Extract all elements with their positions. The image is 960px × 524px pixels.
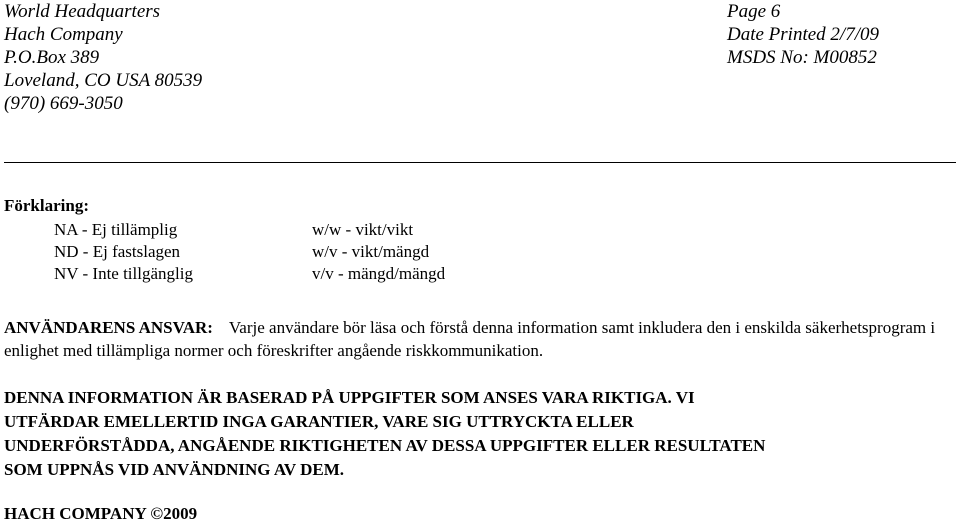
disclaimer-line: UTFÄRDAR EMELLERTID INGA GARANTIER, VARE SIG UTTRYCKTA ELLER: [4, 412, 634, 431]
legend-item: w/w - vikt/vikt: [312, 220, 414, 239]
legend-item: NA - Ej tillämplig: [54, 220, 178, 239]
address-line: P.O.Box 389: [4, 47, 100, 68]
legend-item: w/v - vikt/mängd: [312, 242, 430, 261]
disclaimer-line: SOM UPPNÅS VID ANVÄNDNING AV DEM.: [4, 460, 345, 479]
date-printed: Date Printed 2/7/09: [727, 24, 879, 45]
disclaimer-line: UNDERFÖRSTÅDDA, ANGÅENDE RIKTIGHETEN AV DESSA UPPGIFTER ELLER RESULTATEN: [4, 436, 766, 455]
copyright-notice: HACH COMPANY ©2009: [4, 504, 198, 523]
page-number: Page 6: [727, 1, 781, 22]
legend-item: ND - Ej fastslagen: [54, 242, 181, 261]
legend-title: Förklaring:: [4, 196, 89, 215]
responsibility-label: ANVÄNDARENS ANSVAR:: [4, 318, 213, 337]
address-line: Loveland, CO USA 80539: [4, 70, 203, 91]
msds-number: MSDS No: M00852: [727, 47, 877, 68]
legend-item: v/v - mängd/mängd: [312, 264, 446, 283]
address-line: World Headquarters: [4, 1, 161, 22]
disclaimer-paragraph: [4, 386, 956, 482]
legend-abbreviations: [54, 219, 193, 285]
user-responsibility-paragraph: [4, 316, 956, 362]
responsibility-text: Varje användare bör läsa och förstå denna information samt inkludera den i enskilda säkerhetsprogram i enlighet med tillämpliga normer och föreskrifter angående riskkommunikation.: [4, 318, 936, 360]
legend-units: [312, 219, 445, 285]
header-divider: [4, 162, 956, 163]
address-line: (970) 669-3050: [4, 93, 123, 114]
legend-item: NV - Inte tillgänglig: [54, 264, 193, 283]
document-info-block: [727, 1, 879, 70]
address-line: Hach Company: [4, 24, 123, 45]
disclaimer-line: DENNA INFORMATION ÄR BASERAD PÅ UPPGIFTER SOM ANSES VARA RIKTIGA. VI: [4, 388, 695, 407]
company-address-block: [4, 1, 202, 116]
